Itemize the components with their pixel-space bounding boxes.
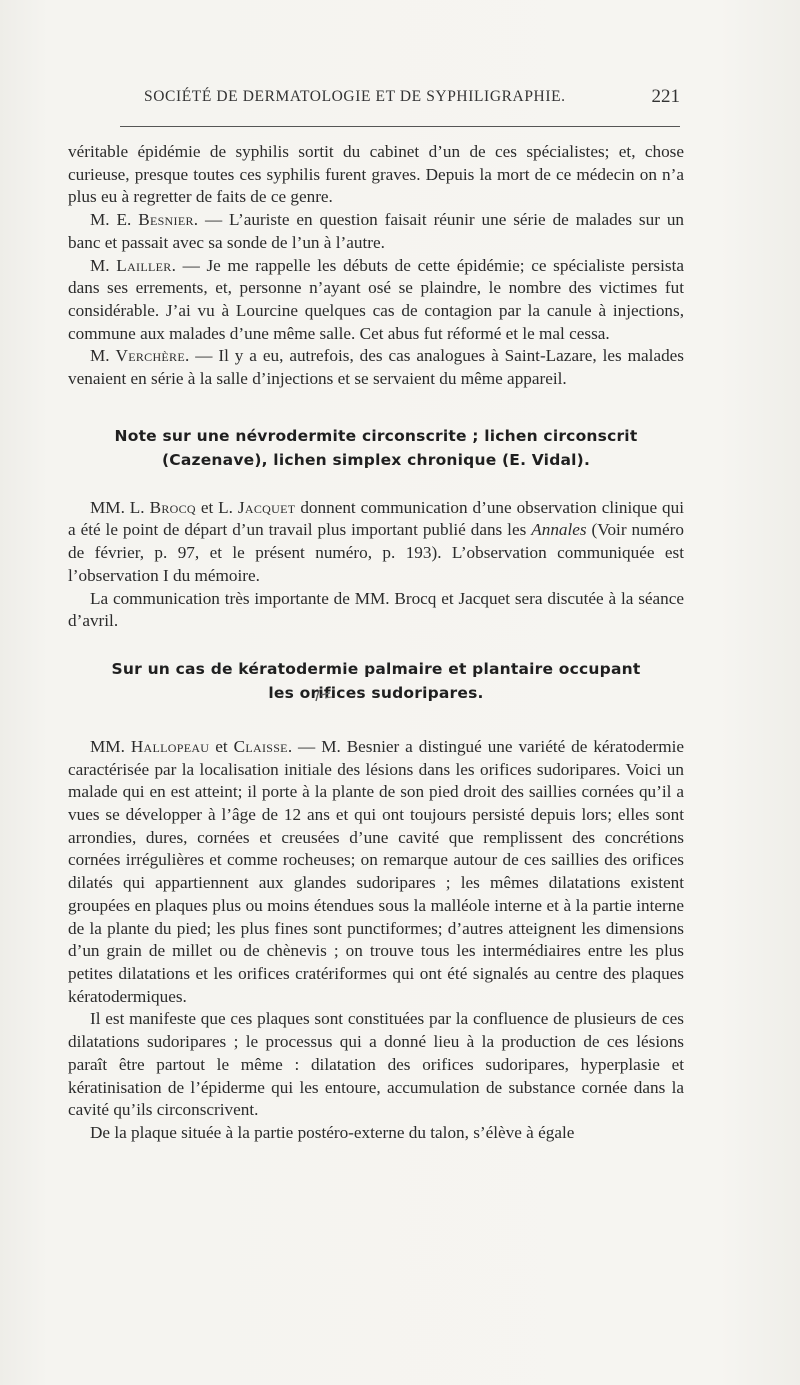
speaker-joiner: et xyxy=(209,736,234,756)
paragraph-text: . — L’auriste en question faisait réunir une série de malades sur un banc et passait avec sa sonde de l’un à l’autre. xyxy=(68,210,685,252)
paragraph-text: La communication très importante de MM. Brocq et Jacquet sera discutée à la séance d’avril. xyxy=(68,588,684,631)
paragraph-text: donnent communication d’une observation clinique qui a été le point de départ d’un travail plus important publié dans les xyxy=(68,497,684,540)
speaker-name: Brocq xyxy=(149,497,196,517)
section-title-line: (Cazenave), lichen simplex chronique (E. Vidal). xyxy=(161,450,591,469)
page-number: 221 xyxy=(651,86,680,107)
paragraph-besnier xyxy=(68,209,684,254)
paragraph-talon xyxy=(68,1122,684,1145)
paragraph-hallopeau-claisse xyxy=(68,736,684,1008)
speaker-name: Jacquet xyxy=(237,497,296,517)
paragraph-confluence xyxy=(68,1008,684,1122)
running-title: SOCIÉTÉ DE DERMATOLOGIE ET DE SYPHILIGRAPHIE. xyxy=(144,88,566,105)
paragraph-text: De la plaque située à la partie postéro-externe du talon, s’élève à égale xyxy=(90,1122,575,1142)
paragraph-lailler xyxy=(68,255,684,346)
speaker-prefix: M. xyxy=(90,255,117,275)
paragraph-text: . — M. Besnier a distingué une variété de kératodermie caractérisée par la localisation initiale des lésions dans les orifices sudoripares. Voici un malade qui en est atteint; il porte à la plante de son pied droit des saillies cornées qu’il a vues se développer à l’âge de 12 ans et qui ont toujours persisté depuis lors; elles sont arrondies, dures, cornées et creusées d’une cavité que remplissent des concrétions cornées irrégulières et comme rocheuses; on remarque autour de ces saillies des orifices dilatés qui appartiennent aux glandes sudoripares ; les mêmes dilatations existent groupées en plaques plus ou moins étendues sous la malléole interne et à la partie interne de la plante du pied; les plus fines sont punctiformes; d’autres atteignent les dimensions d’un grain de millet ou de chènevis ; on trouve tous les intermédiaires entre les plus petites dilatations et les orifices cratériformes qui ont été signalés au centre des plaques kératodermiques. xyxy=(68,736,684,1006)
speaker-name: Verchère xyxy=(115,346,185,366)
speaker-prefix: M. xyxy=(90,346,116,366)
paragraph-text: (Voir numéro de février, p. 97, et le présent numéro, p. 193). L’observation communiquée est l’observation I du mémoire. xyxy=(68,520,685,585)
paragraph-discussion-note xyxy=(68,588,684,633)
speaker-prefix: MM. xyxy=(90,736,131,756)
speaker-prefix: M. E. xyxy=(90,210,139,230)
speaker-name: Besnier xyxy=(138,210,194,230)
speaker-name: Claisse xyxy=(233,736,288,756)
section-title-line: Note sur une névrodermite circonscrite ; lichen circonscrit xyxy=(114,426,638,445)
paragraph-brocq-jacquet xyxy=(68,497,684,588)
journal-title: Annales xyxy=(531,520,587,540)
paragraph-text: Il est manifeste que ces plaques sont constituées par la confluence de plusieurs de ces dilatations sudoripares ; le processus qui a donné lieu à la production de ces lésions paraît être partout le même : dilatation des orifices sudoripares, hyperplasie et kératinisation de l’épiderme qui les entoure, accumulation de substance cornée dans la cavité qu’ils circonscrivent. xyxy=(68,1009,684,1120)
paragraph-text: . — Il y a eu, autrefois, des cas analogues à Saint-Lazare, les malades venaient en série à la salle d’injections et se servaient du même appareil. xyxy=(68,346,684,389)
speaker-name: Hallopeau xyxy=(130,736,210,756)
pencil-mark-icon xyxy=(313,686,335,704)
paragraph-verchere xyxy=(68,345,684,390)
paragraph-text: véritable épidémie de syphilis sortit du cabinet d’un de ces spécialistes; et, chose curieuse, presque toutes ces syphilis furent graves. Depuis la mort de ce médecin on n’a plus eu à regretter de faits de ce genre. xyxy=(68,142,684,207)
section-title-keratodermie xyxy=(68,657,684,705)
speaker-prefix: MM. L. xyxy=(90,497,150,517)
paragraph-text: . — Je me rappelle les débuts de cette épidémie; ce spécialiste persista dans ses errements, et, personne n’ayant osé se plaindre, le nombre des victimes fut considérable. J’ai vu à Lourcine quelques cas de contagion par la canule à injections, commune aux malades d’une même salle. Cet abus fut réformé et le mal cessa. xyxy=(68,255,684,343)
speaker-name: Lailler xyxy=(116,255,172,275)
header-rule xyxy=(120,126,680,127)
running-head xyxy=(118,88,684,112)
paragraph-continuation xyxy=(68,141,684,209)
section-title-nevrodermite xyxy=(68,424,684,472)
body-text xyxy=(68,141,684,1145)
speaker-joiner: et L. xyxy=(195,497,238,517)
section-title-line: les orifices sudoripares. xyxy=(268,683,484,702)
section-title-line: Sur un cas de kératodermie palmaire et plantaire occupant xyxy=(111,659,641,678)
